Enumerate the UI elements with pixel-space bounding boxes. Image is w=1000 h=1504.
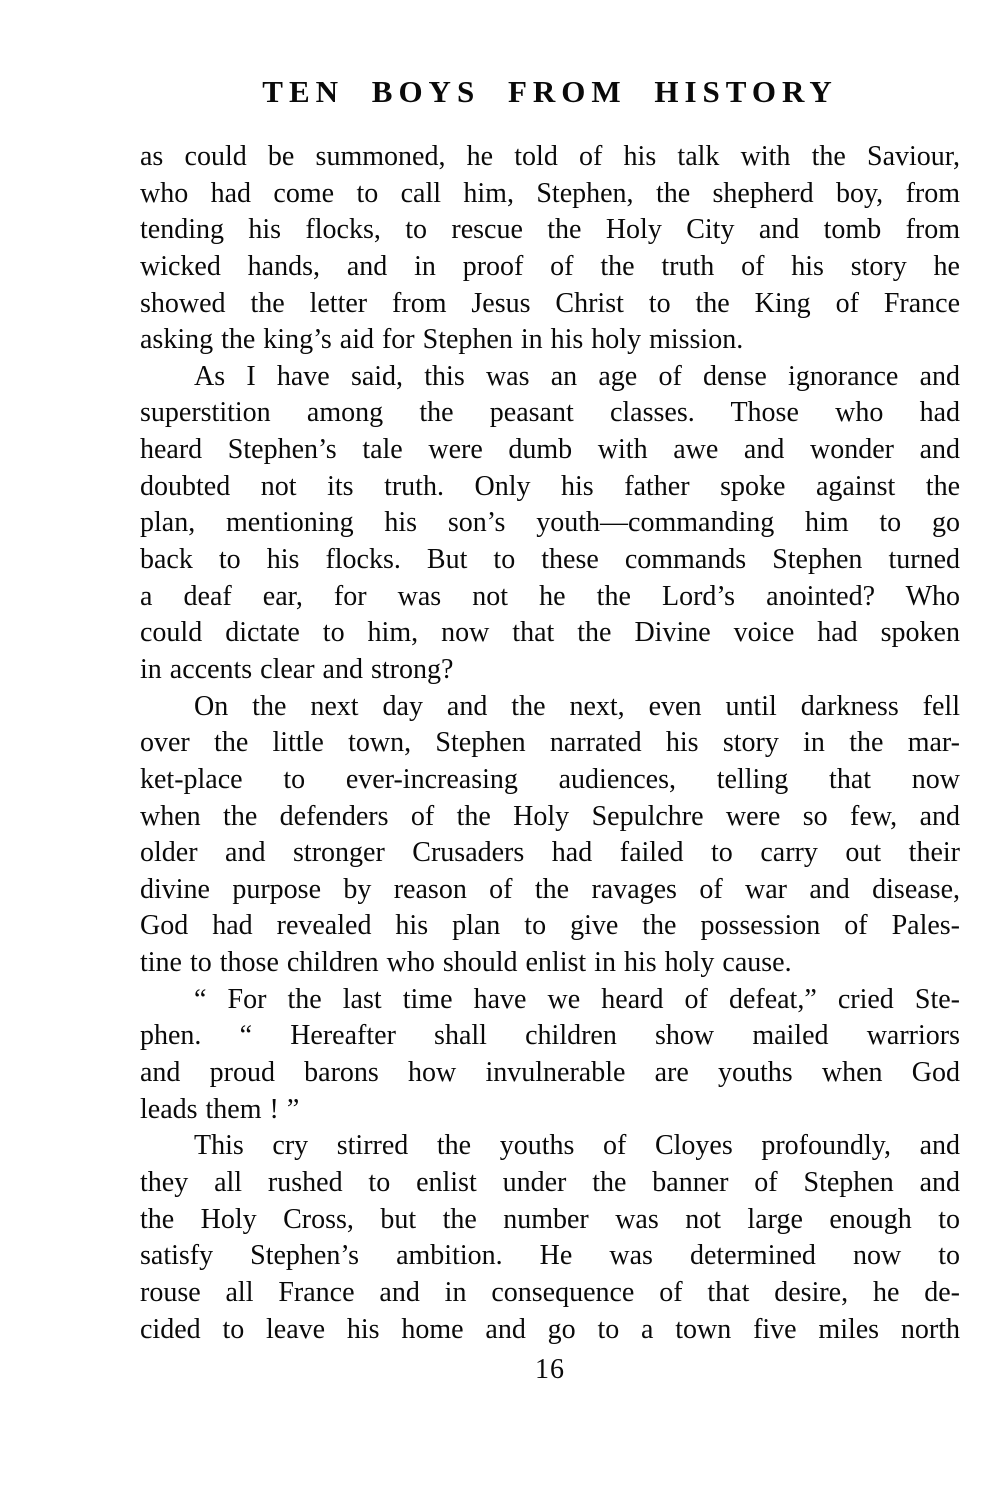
text-line: On the next day and the next, even until darkness fell [194,690,960,722]
text-line: leads them ! ” [140,1093,300,1125]
text-line: over the little town, Stephen narrated his story in the mar- [140,727,960,759]
text-line: in accents clear and strong? [140,653,454,685]
text-line: superstition among the peasant classes. Those who had [140,397,960,429]
page-number: 16 [535,1354,565,1385]
text-line: they all rushed to enlist under the banner of Stephen and [140,1166,960,1198]
text-line: plan, mentioning his son’s youth—commanding him to go [140,507,960,539]
text-line: As I have said, this was an age of dense ignorance and [194,360,960,392]
text-line: when the defenders of the Holy Sepulchre were so few, and [140,800,960,832]
text-line: as could be summoned, he told of his talk with the Saviour, [140,141,960,172]
running-head-title: TEN BOYS FROM HISTORY [262,74,838,109]
text-line: asking the king’s aid for Stephen in his holy mission. [140,324,744,356]
text-line: back to his flocks. But to these commands Stephen turned [140,544,960,576]
text-line: satisfy Stephen’s ambition. He was determined now to [140,1240,960,1272]
text-line: wicked hands, and in proof of the truth of his story he [140,250,960,282]
text-line: ket-place to ever-increasing audiences, telling that now [140,763,960,795]
text-line: a deaf ear, for was not he the Lord’s anointed? Who [140,580,960,612]
text-line: phen. “ Hereafter shall children show mailed warriors [140,1020,960,1052]
text-line: who had come to call him, Stephen, the shepherd boy, from [140,177,960,209]
text-line: cided to leave his home and go to a town five miles north [140,1313,960,1345]
text-line: the Holy Cross, but the number was not large enough to [140,1203,960,1235]
text-line: tine to those children who should enlist in his holy cause. [140,947,792,979]
text-line: showed the letter from Jesus Christ to the King of France [140,287,960,319]
text-line: heard Stephen’s tale were dumb with awe and wonder and [140,434,960,466]
text-line: rouse all France and in consequence of that desire, he de- [140,1276,960,1308]
body-text [140,139,960,1348]
text-line: tending his flocks, to rescue the Holy City and tomb from [140,214,960,246]
text-line: older and stronger Crusaders had failed to carry out their [140,837,960,869]
text-line: and proud barons how invulnerable are youths when God [140,1057,960,1089]
text-line: doubted not its truth. Only his father spoke against the [140,470,960,502]
text-line: “ For the last time have we heard of defeat,” cried Ste- [194,983,960,1015]
text-line: This cry stirred the youths of Cloyes profoundly, and [194,1130,960,1162]
text-line: divine purpose by reason of the ravages of war and disease, [140,873,960,905]
text-line: God had revealed his plan to give the possession of Pales- [140,910,960,942]
text-line: could dictate to him, now that the Divine voice had spoken [140,617,960,649]
